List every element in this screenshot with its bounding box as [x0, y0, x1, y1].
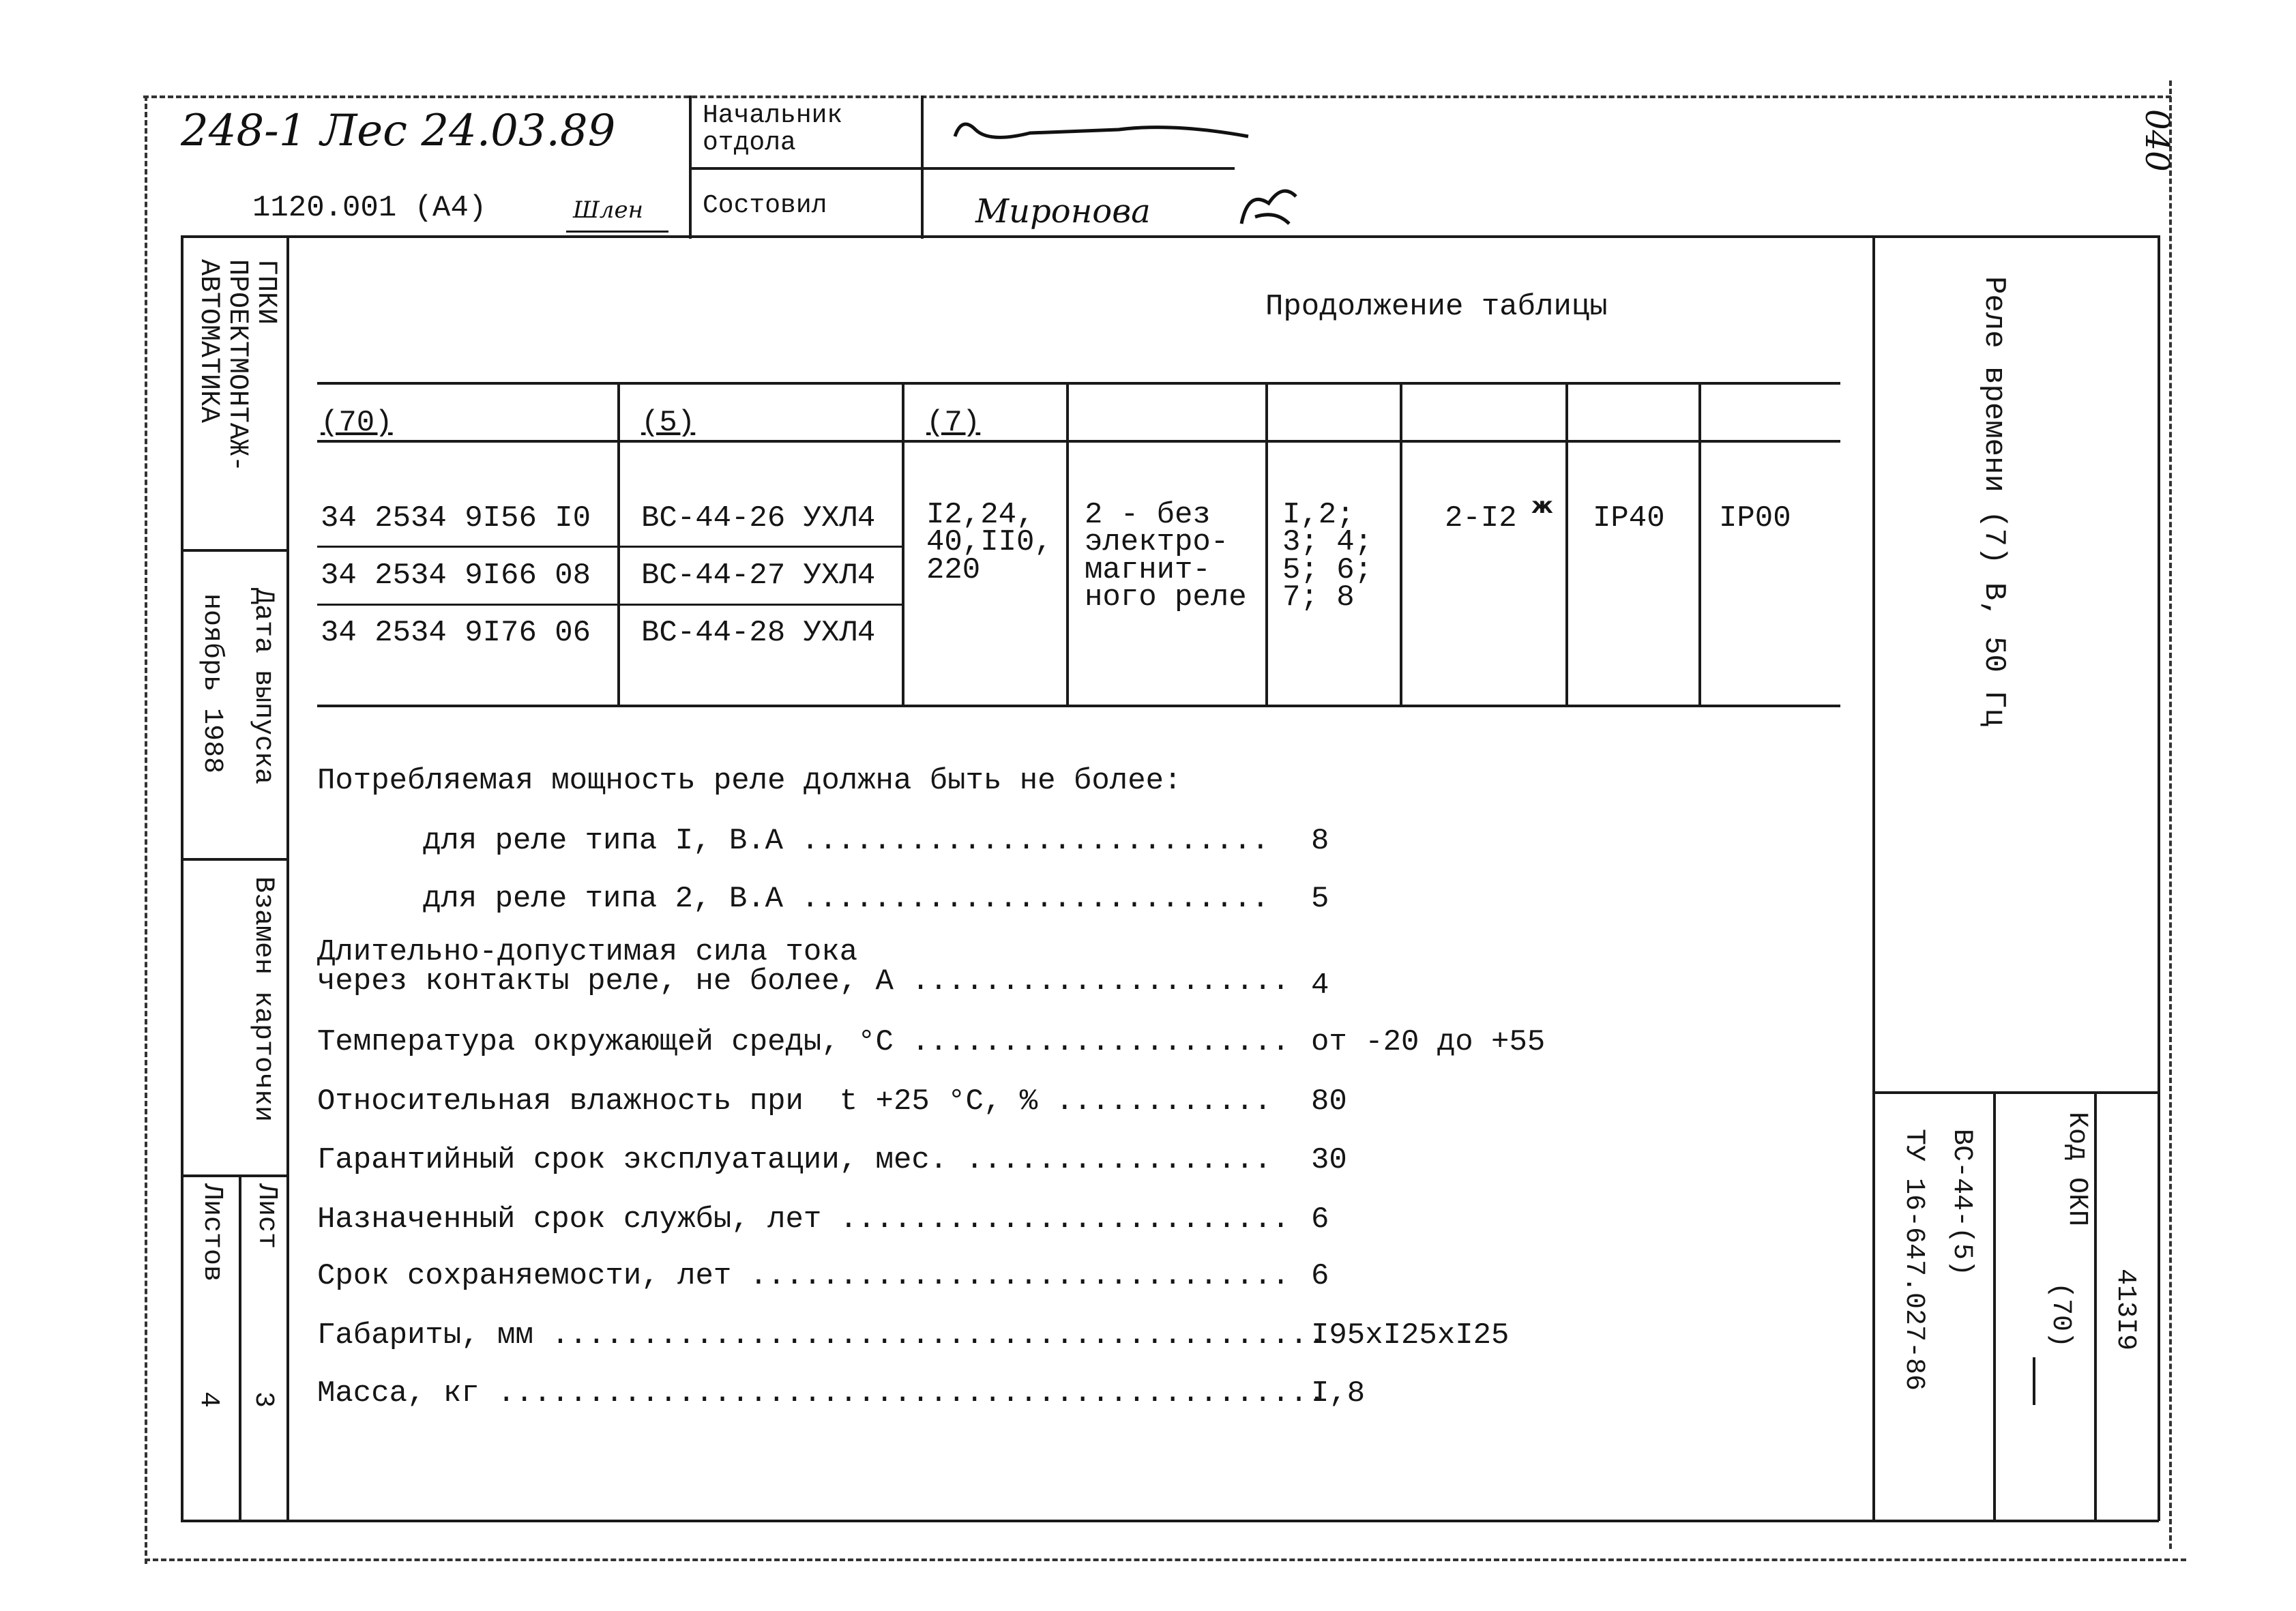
card-top-line	[181, 235, 2159, 238]
spec-label: для реле типа 2, В.А ..........................	[423, 882, 1270, 916]
table-header-line	[317, 440, 1840, 443]
bottom-frame-line	[145, 1558, 2186, 1561]
row-1-code: 34 2534 9I56 I0	[321, 501, 591, 535]
col-line-1	[617, 382, 620, 706]
issue-date-label: Дата выпуска	[248, 588, 278, 785]
doc-number-handwritten: 248-1 Лес 24.03.89	[181, 106, 616, 156]
left-column-divider	[286, 235, 289, 1521]
table-caption: Продолжение таблицы	[1265, 290, 1608, 324]
right-sep-v1	[1993, 1091, 1996, 1521]
issue-date: ноябрь 1988	[196, 593, 227, 774]
left-sep-2	[181, 858, 288, 861]
protection-2: IP00	[1719, 501, 1791, 535]
protection-1: IP40	[1593, 501, 1665, 535]
row-2-code: 34 2534 9I66 08	[321, 559, 591, 593]
sheet-label: Лист	[251, 1183, 282, 1250]
header-voltage: (7)	[926, 406, 981, 440]
row-line-1	[317, 546, 904, 548]
left-frame-line	[145, 95, 147, 1564]
okp-ref: (70)	[2045, 1282, 2076, 1348]
head-of-dept-label: Начальник отдола	[703, 101, 843, 158]
right-frame-line	[2169, 80, 2172, 1549]
row-3-type: ВС-44-28 УХЛ4	[641, 616, 876, 650]
right-column-divider	[1872, 235, 1875, 1521]
table-bottom-line	[317, 705, 1840, 707]
voltage-values: I2,24, 40,II0, 220	[926, 498, 1053, 587]
spec-value: 30	[1311, 1143, 1347, 1177]
count-mark: ж	[1531, 492, 1553, 518]
header-type: (5)	[641, 406, 696, 440]
product-title: Реле времени (7) В, 50 Гц	[1977, 276, 2011, 727]
spec-value: I,8	[1311, 1376, 1366, 1410]
sheets-label: Листов	[196, 1183, 227, 1282]
signature-head	[948, 109, 1262, 157]
spec-value: 80	[1311, 1084, 1347, 1119]
spec-label: Гарантийный срок эксплуатации, мес. .................	[317, 1143, 1272, 1177]
contacts-description: 2 - без электро- магнит- ного реле	[1085, 498, 1247, 615]
spec-value: I95xI25xI25	[1311, 1318, 1510, 1353]
right-sep-v2	[2094, 1091, 2097, 1521]
compiled-label: Состовил	[703, 191, 827, 220]
card-left-line	[181, 235, 183, 1521]
replaces-label: Взамен карточки	[248, 876, 278, 1123]
header-okp: (70)	[321, 406, 393, 440]
col-line-3	[1066, 382, 1069, 706]
row-1-type: ВС-44-26 УХЛ4	[641, 501, 876, 535]
spec-label: для реле типа I, В.А ..........................	[423, 824, 1270, 858]
compiler-name: Миронова	[975, 192, 1151, 231]
corner-number: 040	[2138, 109, 2176, 172]
table-top-line	[317, 382, 1840, 385]
spec-value: от -20 до +55	[1311, 1025, 1546, 1059]
card-right-line	[2158, 235, 2160, 1521]
col-line-7	[1698, 382, 1701, 706]
top-frame-line	[143, 95, 2171, 98]
col-line-5	[1400, 382, 1402, 706]
signature-compiler	[1228, 176, 1310, 237]
sheets-value: 4	[193, 1391, 224, 1408]
initials-handwritten: Шлен	[573, 196, 643, 224]
spec-label: Срок сохраняемости, лет ..............................	[317, 1259, 1290, 1293]
left-sep-3	[181, 1174, 288, 1177]
doc-code: 1120.001 (А4)	[252, 191, 487, 225]
count-value: 2-I2	[1445, 501, 1517, 535]
stamp-mid-line	[689, 167, 1235, 170]
left-sep-1	[181, 549, 288, 552]
okp-code: 413I9	[2110, 1269, 2140, 1351]
card-bottom-line	[181, 1520, 2159, 1522]
product-spec: ТУ 16-647.027-86	[1898, 1129, 1929, 1391]
row-line-2	[317, 604, 904, 606]
spec-value: 8	[1311, 824, 1329, 858]
ranges-values: I,2; 3; 4; 5; 6; 7; 8	[1282, 498, 1373, 615]
row-3-code: 34 2534 9I76 06	[321, 616, 591, 650]
spec-label: Длительно-допустимая сила тока через контакты реле, не более, А .....................	[317, 935, 1290, 999]
spec-label: Относительная влажность при t +25 °С, % ............	[317, 1084, 1272, 1119]
col-line-4	[1265, 382, 1268, 706]
row-2-type: ВС-44-27 УХЛ4	[641, 559, 876, 593]
spec-label: Температура окружающей среды, °С .....................	[317, 1025, 1290, 1059]
spec-value: 5	[1311, 882, 1329, 916]
sheet-value: 3	[248, 1391, 278, 1408]
org-name: ГПКИ ПРОЕКТМОНТАЖ- АВТОМАТИКА	[193, 259, 281, 473]
spec-value: 6	[1311, 1259, 1329, 1293]
product-model: ВС-44-(5)	[1946, 1129, 1977, 1277]
spec-label: Назначенный срок службы, лет .........................	[317, 1202, 1290, 1237]
left-sheet-divider	[239, 1174, 241, 1521]
okp-label: Код ОКП	[2061, 1112, 2092, 1227]
power-intro: Потребляемая мощность реле должна быть не более:	[317, 764, 1182, 798]
right-sep-1	[1872, 1091, 2159, 1094]
col-line-6	[1565, 382, 1568, 706]
okp-underline	[2033, 1357, 2035, 1405]
spec-label: Габариты, мм ...........................................	[317, 1318, 1326, 1353]
col-line-2	[902, 382, 904, 706]
spec-value: 4	[1311, 969, 1329, 1003]
spec-label: Масса, кг ..............................................	[317, 1376, 1326, 1410]
spec-value: 6	[1311, 1202, 1329, 1237]
initials-underline	[566, 231, 668, 233]
